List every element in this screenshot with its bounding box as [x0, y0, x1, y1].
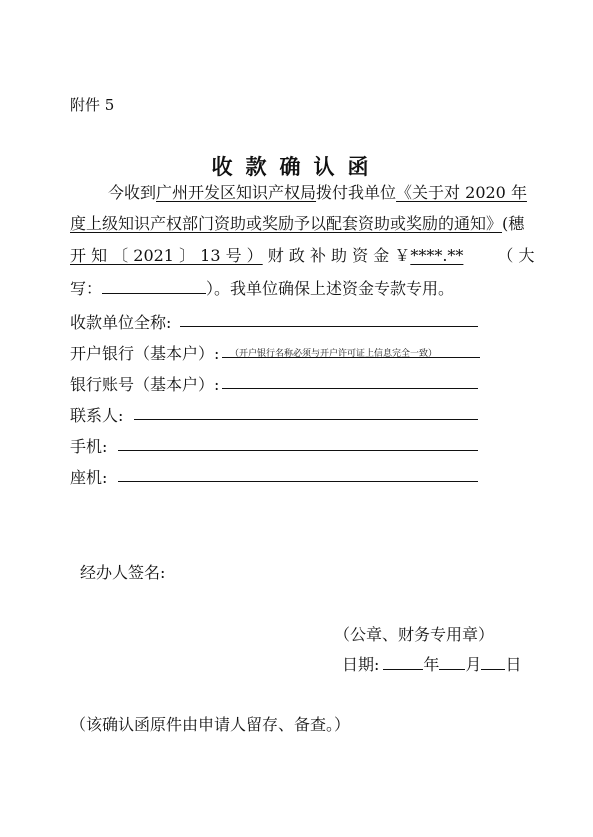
- body-line-4: [70, 277, 454, 299]
- body-prefix: 今收到: [108, 183, 157, 202]
- body-line-1: [108, 183, 527, 203]
- date-label: 日期:: [342, 655, 380, 674]
- year-label: 年: [423, 655, 440, 674]
- bank-note: （开户银行名称必须与开户许可证上信息完全一致）: [230, 349, 438, 359]
- payee-field[interactable]: [180, 326, 478, 327]
- amount-words-label: 写：: [70, 279, 103, 298]
- landline-label: 座机:: [70, 468, 108, 487]
- contact-label: 联系人:: [70, 406, 124, 425]
- notice-title-start: 《关于对 2020 年: [396, 183, 527, 202]
- amount-value[interactable]: ****.**: [410, 246, 464, 265]
- body-line-3: [70, 246, 535, 266]
- notice-title-end: 度上级知识产权部门资助或奖励予以配套资助或奖励的通知》: [70, 214, 503, 233]
- month-field[interactable]: [439, 653, 465, 670]
- body-suffix: (穗: [502, 214, 525, 233]
- day-label: 日: [505, 655, 522, 674]
- amount-words-field[interactable]: [102, 277, 206, 294]
- body-commitment: ）。我单位确保上述资金专款专用。: [206, 279, 455, 298]
- body-mid: 拨付我单位: [316, 183, 397, 202]
- payee-label: 收款单位全称:: [70, 313, 172, 332]
- bank-label: 开户银行（基本户）:: [70, 344, 220, 363]
- day-field[interactable]: [481, 653, 505, 670]
- attachment-label: 附件 5: [70, 96, 115, 114]
- page-title: 收款确认函: [211, 155, 382, 179]
- handler-signature-label: 经办人签名:: [80, 563, 166, 582]
- mobile-field[interactable]: [118, 450, 478, 451]
- contact-field[interactable]: [134, 419, 478, 420]
- account-field[interactable]: [222, 388, 478, 389]
- subsidy-text: 财 政 补 助 资 金 ￥: [267, 246, 411, 265]
- issuer-name: 广州开发区知识产权局: [156, 183, 317, 202]
- footnote: （该确认函原件由申请人留存、备查。）: [70, 715, 351, 734]
- date-row: [342, 652, 521, 675]
- body-line-2: [70, 214, 524, 234]
- seal-label: （公章、财务专用章）: [334, 625, 495, 644]
- document-number: 开 知 〔 2021 〕 13 号 ）: [70, 246, 263, 265]
- month-label: 月: [465, 655, 482, 674]
- account-label: 银行账号（基本户）:: [70, 375, 220, 394]
- mobile-label: 手机:: [70, 437, 108, 456]
- landline-field[interactable]: [118, 481, 478, 482]
- amount-words-open: （ 大: [497, 246, 535, 265]
- year-field[interactable]: [383, 653, 423, 670]
